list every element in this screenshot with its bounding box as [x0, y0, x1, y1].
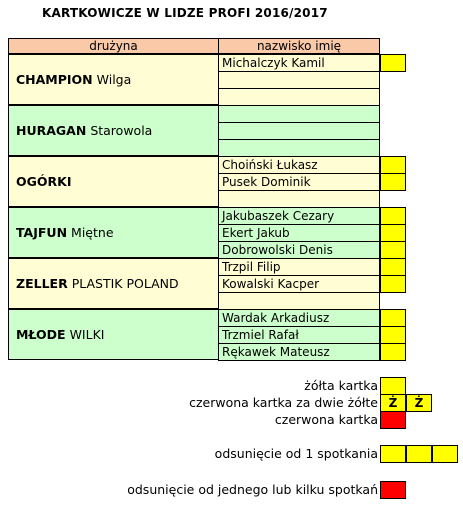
player-cell: Trzmiel Rafał: [218, 326, 380, 344]
yellow-card-box: [380, 326, 406, 344]
team-suffix: PLASTIK POLAND: [71, 276, 179, 291]
player-cell: Rękawek Mateusz: [218, 343, 380, 361]
team-name: OGÓRKI: [16, 174, 72, 189]
player-cell: [218, 190, 380, 208]
team-cell: [8, 105, 219, 156]
team-column-header: drużyna: [8, 38, 219, 54]
name-column-header: nazwisko imię: [218, 38, 380, 54]
team-suffix: WILKI: [69, 327, 105, 342]
legend-two-yellow-box: Ż: [380, 394, 406, 412]
yellow-card-box: [380, 275, 406, 293]
player-cell: Dobrowolski Denis: [218, 241, 380, 259]
legend-yellow-label: żółta kartka: [304, 378, 378, 393]
player-cell: Choiński Łukasz: [218, 156, 380, 174]
yellow-card-box: [380, 309, 406, 327]
player-cell: Jakubaszek Cezary: [218, 207, 380, 225]
player-cell: Trzpil Filip: [218, 258, 380, 276]
legend-two-yellow-box: Ż: [406, 394, 432, 412]
player-cell: Wardak Arkadiusz: [218, 309, 380, 327]
player-cell: [218, 139, 380, 157]
team-cell: [8, 309, 219, 360]
team-name: HURAGAN: [16, 123, 87, 138]
team-cell: [8, 207, 219, 258]
yellow-card-box: [380, 241, 406, 259]
legend-suspension-one-label: odsunięcie od 1 spotkania: [214, 446, 378, 461]
player-cell: [218, 105, 380, 123]
yellow-card-box: [380, 156, 406, 174]
legend-suspension-box: [432, 445, 458, 463]
player-cell: Michalczyk Kamil: [218, 54, 380, 72]
player-cell: Ekert Jakub: [218, 224, 380, 242]
legend-two-yellow-label: czerwona kartka za dwie żółte: [189, 395, 378, 410]
player-cell: Pusek Dominik: [218, 173, 380, 191]
player-cell: [218, 71, 380, 89]
legend-suspension-many-label: odsunięcie od jednego lub kilku spotkań: [127, 482, 378, 497]
player-cell: Kowalski Kacper: [218, 275, 380, 293]
yellow-card-box: [380, 258, 406, 276]
team-name: MŁODE: [16, 327, 66, 342]
player-cell: [218, 292, 380, 310]
yellow-card-box: [380, 173, 406, 191]
team-name: TAJFUN: [16, 225, 68, 240]
legend-suspension-many-box: [380, 481, 406, 499]
legend-yellow-box: [380, 377, 406, 395]
legend-red-label: czerwona kartka: [274, 412, 378, 427]
team-name: CHAMPION: [16, 72, 93, 87]
yellow-card-box: [380, 54, 406, 72]
page-title: KARTKOWICZE W LIDZE PROFI 2016/2017: [42, 6, 328, 20]
yellow-card-box: [380, 224, 406, 242]
legend-red-box: [380, 411, 406, 429]
team-suffix: Starowola: [90, 123, 153, 138]
yellow-card-box: [380, 343, 406, 361]
yellow-card-box: [380, 207, 406, 225]
team-cell: [8, 258, 219, 309]
player-cell: [218, 88, 380, 106]
player-cell: [218, 122, 380, 140]
team-cell: [8, 156, 219, 207]
team-suffix: Miętne: [71, 225, 114, 240]
team-name: ZELLER: [16, 276, 68, 291]
legend-suspension-box: [380, 445, 406, 463]
team-cell: [8, 54, 219, 105]
team-suffix: Wilga: [96, 72, 132, 87]
legend-suspension-box: [406, 445, 432, 463]
